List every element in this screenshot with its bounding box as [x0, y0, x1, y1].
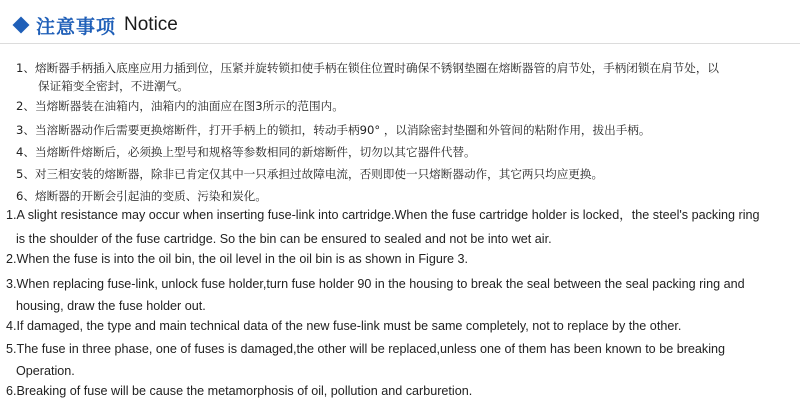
note-line: 3、当溶断器动作后需要更换熔断件，打开手柄上的锁扣，转动手柄90° ，以消除密封垫圈和外管间的粘附作用，拔出手柄。 [16, 123, 651, 137]
note-line: is the shoulder of the fuse cartridge. So the bin can be ensured to sealed and not be into wet air. [16, 232, 552, 246]
note-cn-2 [16, 97, 791, 115]
note-line: 1.A slight resistance may occur when inserting fuse-link into cartridge.When the fuse cartridge holder is locked，the steel's packing ring [6, 208, 760, 222]
note-cn-5 [16, 165, 791, 183]
note-cn-6 [16, 187, 791, 205]
note-line: 3.When replacing fuse-link, unlock fuse holder,turn fuse holder 90 in the housing to break the seal between the seal packing ring and [6, 277, 745, 291]
note-en-2 [6, 250, 791, 268]
note-line: 保证箱变全密封，不进潮气。 [38, 79, 189, 93]
note-en-4 [6, 317, 791, 335]
note-line: 6、熔断器的开断会引起油的变质、污染和炭化。 [16, 189, 267, 203]
note-line: housing, draw the fuse holder out. [16, 299, 206, 313]
note-line: 2.When the fuse is into the oil bin, the oil level in the oil bin is as shown in Figure 3. [6, 252, 469, 266]
note-en-3 [6, 275, 791, 315]
note-cn-1 [16, 59, 791, 95]
note-line: 4.If damaged, the type and main technical data of the new fuse-link must be same completely, not to replace by the other. [6, 319, 682, 333]
note-line: 6.Breaking of fuse will be cause the metamorphosis of oil, pollution and carburetion. [6, 384, 473, 398]
note-cn-4 [16, 143, 791, 161]
note-cn-3 [16, 121, 791, 139]
title-chinese: 注意事项 [36, 15, 117, 38]
note-line: 5.The fuse in three phase, one of fuses is damaged,the other will be replaced,unless one of them has been known to be breaking [6, 342, 726, 356]
note-line: 4、当熔断件熔断后，必须换上型号和规格等参数相同的新熔断件，切勿以其它器件代替。 [16, 145, 476, 159]
note-en-5 [6, 340, 791, 380]
note-line: 1、熔断器手柄插入底座应用力插到位，压紧并旋转锁扣使手柄在锁住位置时确保不锈钢垫圈在熔断器管的肩节处，手柄闭锁在肩节处，以 [16, 61, 720, 75]
note-line: 2、当熔断器装在油箱内，油箱内的油面应在图3所示的范围内。 [16, 99, 344, 113]
note-en-6 [6, 382, 791, 400]
title-english: Notice [124, 14, 178, 35]
note-en-1 [6, 206, 791, 248]
note-line: Operation. [16, 364, 75, 378]
note-line: 5、对三相安装的熔断器，除非已肯定仅其中一只承担过故障电流，否则即使一只熔断器动作，其它两只均应更换。 [16, 167, 604, 181]
